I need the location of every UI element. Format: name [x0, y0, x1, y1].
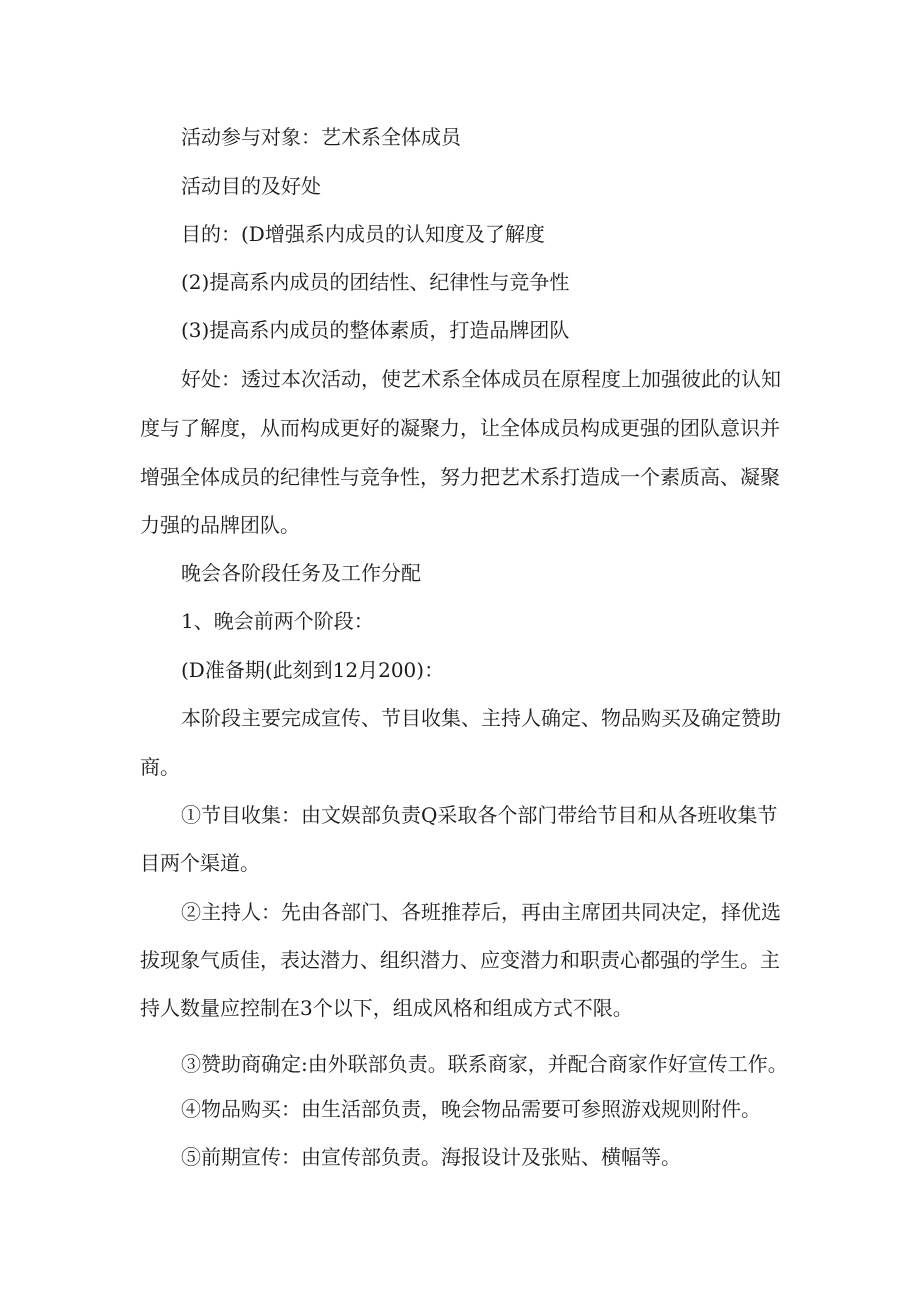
- host-selection-line-1: ②主持人：先由各部门、各班推荐后，再由主席团共同决定，择优选: [181, 900, 781, 924]
- stage-summary-line-2: 商。: [140, 755, 180, 779]
- benefit-paragraph-line-4: 力强的品牌团队。: [140, 513, 300, 537]
- participants-line: 活动参与对象：艺术系全体成员: [181, 125, 461, 149]
- benefit-paragraph-line-3: 增强全体成员的纪律性与竞争性，努力把艺术系打造成一个素质高、凝聚: [140, 465, 780, 489]
- purpose-item-1: 目的：(D增强系内成员的认知度及了解度: [181, 222, 545, 246]
- purchase-line: ④物品购买：由生活部负责，晚会物品需要可参照游戏规则附件。: [181, 1097, 761, 1121]
- purpose-item-2: (2)提高系内成员的团结性、纪律性与竞争性: [181, 270, 570, 294]
- preparation-period-heading: (D准备期(此刻到12月200)：: [181, 658, 445, 682]
- benefit-paragraph-line-2: 度与了解度，从而构成更好的凝聚力，让全体成员构成更强的团队意识并: [140, 416, 780, 440]
- sponsor-line: ③赞助商确定:由外联部负责。联系商家，并配合商家作好宣传工作。: [181, 1052, 788, 1076]
- purpose-item-3: (3)提高系内成员的整体素质，打造品牌团队: [181, 318, 570, 342]
- host-selection-line-3: 持人数量应控制在3个以下，组成风格和组成方式不限。: [140, 996, 633, 1020]
- benefit-paragraph-line-1: 好处：透过本次活动，使艺术系全体成员在原程度上加强彼此的认知: [181, 367, 781, 391]
- stage-heading-1: 1、晚会前两个阶段：: [181, 609, 374, 633]
- section-heading-tasks: 晚会各阶段任务及工作分配: [181, 561, 421, 585]
- stage-summary-line-1: 本阶段主要完成宣传、节目收集、主持人确定、物品购买及确定赞助: [181, 706, 781, 730]
- program-collection-line-1: ①节目收集：由文娱部负责Q采取各个部门带给节目和从各班收集节: [181, 803, 778, 827]
- program-collection-line-2: 目两个渠道。: [140, 851, 260, 875]
- section-heading-purpose: 活动目的及好处: [181, 174, 321, 198]
- publicity-line: ⑤前期宣传：由宣传部负责。海报设计及张贴、横幅等。: [181, 1145, 681, 1169]
- host-selection-line-2: 拔现象气质佳，表达潜力、组织潜力、应变潜力和职责心都强的学生。主: [140, 948, 780, 972]
